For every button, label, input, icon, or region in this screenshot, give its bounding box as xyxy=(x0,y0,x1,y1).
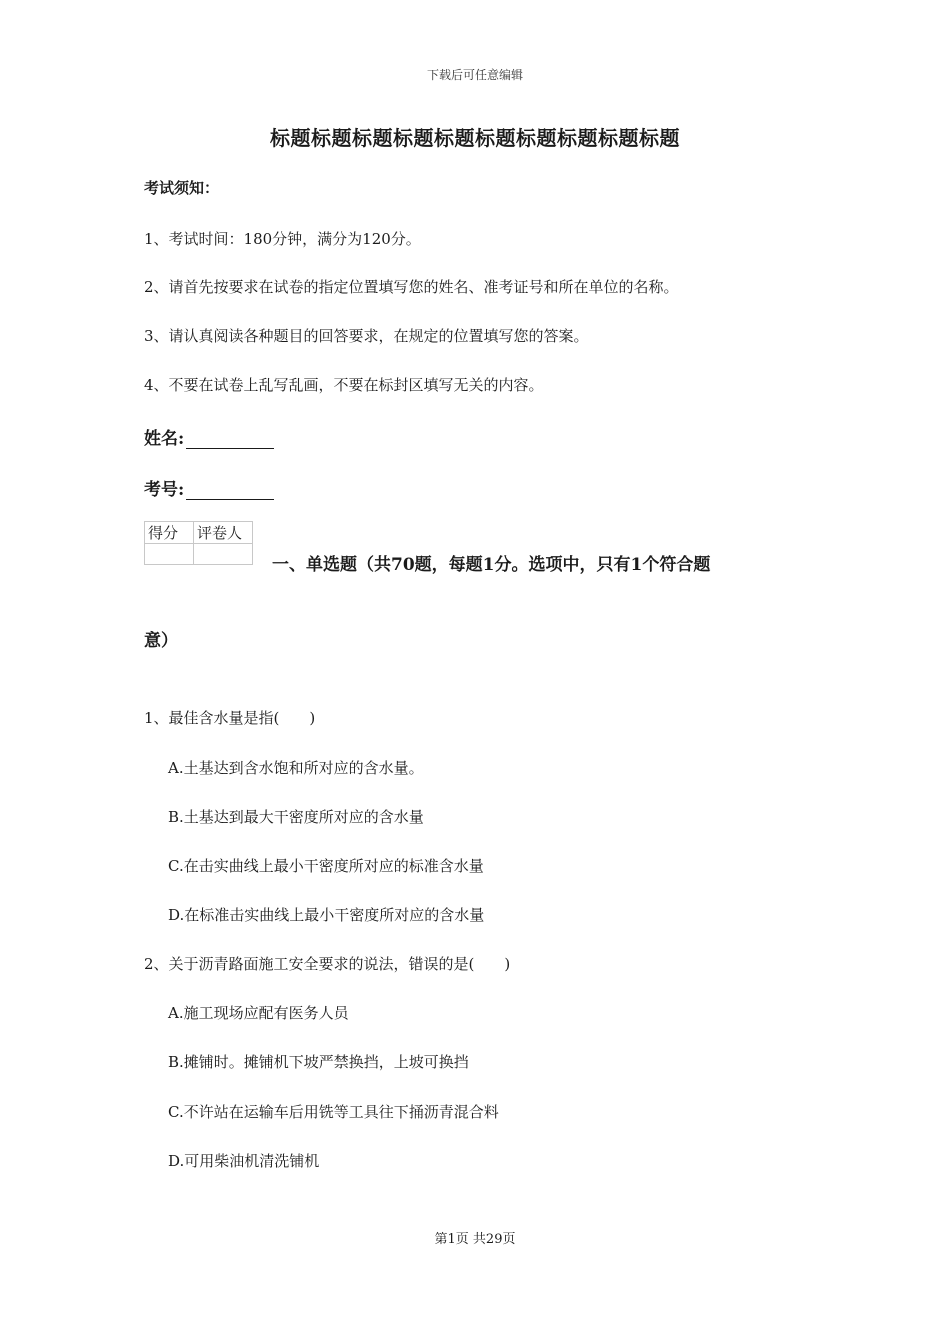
page-footer: 第1页 共29页 xyxy=(434,1232,516,1247)
question-option: D.在标准击实曲线上最小干密度所对应的含水量 xyxy=(168,906,485,924)
score-table xyxy=(144,521,253,565)
question-option: A.土基达到含水饱和所对应的含水量。 xyxy=(168,759,424,777)
notice-heading: 考试须知： xyxy=(144,179,220,197)
grader-header: 评卷人 xyxy=(194,522,253,544)
document-title: 标题标题标题标题标题标题标题标题标题标题 xyxy=(270,126,680,150)
notice-item: 3、请认真阅读各种题目的回答要求，在规定的位置填写您的答案。 xyxy=(144,327,589,345)
header-note: 下载后可任意编辑 xyxy=(426,68,523,82)
name-label: 姓名: xyxy=(144,429,185,449)
grader-cell[interactable] xyxy=(194,544,253,565)
notice-item: 2、请首先按要求在试卷的指定位置填写您的姓名、准考证号和所在单位的名称。 xyxy=(144,278,679,296)
question-stem: 1、最佳含水量是指( ) xyxy=(144,709,316,727)
question-option: B.摊铺时。摊铺机下坡严禁换挡，上坡可换挡 xyxy=(168,1053,469,1071)
section-title: 一、单选题（共70题，每题1分。选项中，只有1个符合题 xyxy=(272,555,711,575)
notice-item: 1、考试时间：180分钟，满分为120分。 xyxy=(144,230,421,248)
exam-id-blank[interactable] xyxy=(186,483,274,500)
name-blank[interactable] xyxy=(186,432,274,449)
score-cell[interactable] xyxy=(145,544,194,565)
section-title-continued: 意） xyxy=(144,631,178,651)
name-field xyxy=(144,424,274,449)
exam-id-field xyxy=(144,475,274,500)
notice-item: 4、不要在试卷上乱写乱画，不要在标封区填写无关的内容。 xyxy=(144,376,544,394)
question-option: B.土基达到最大干密度所对应的含水量 xyxy=(168,808,424,826)
question-option: A.施工现场应配有医务人员 xyxy=(168,1004,349,1022)
score-header: 得分 xyxy=(145,522,194,544)
question-option: C.不许站在运输车后用铣等工具往下捅沥青混合料 xyxy=(168,1103,499,1121)
question-stem: 2、关于沥青路面施工安全要求的说法，错误的是( ) xyxy=(144,955,511,973)
question-option: C.在击实曲线上最小干密度所对应的标准含水量 xyxy=(168,857,484,875)
exam-id-label: 考号: xyxy=(144,480,185,500)
question-option: D.可用柴油机清洗铺机 xyxy=(168,1152,320,1170)
